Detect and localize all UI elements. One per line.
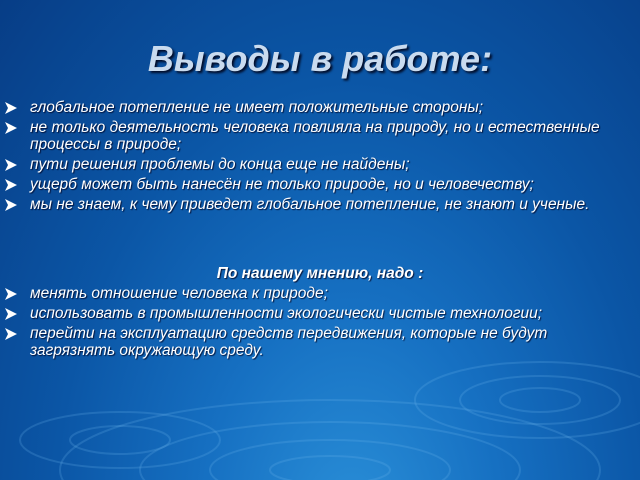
conclusion-text: мы не знаем, к чему приведет глобальное потепление, не знают и ученые.: [30, 196, 590, 213]
list-item: [0, 285, 640, 302]
list-item: [0, 119, 640, 153]
list-item: [0, 99, 640, 116]
recommendations-heading: По нашему мнению, надо :: [216, 265, 424, 282]
conclusion-text: ущерб может быть нанесён не только природе, но и человечеству;: [30, 176, 534, 193]
recommendation-text: перейти на эксплуатацию средств передвижения, которые не будут загрязнять окружающую среду.: [30, 325, 548, 359]
conclusions-list: [0, 99, 640, 216]
slide-title: Выводы в работе:: [147, 38, 493, 79]
arrow-bullet-icon: [4, 327, 18, 341]
conclusion-text: глобальное потепление не имеет положительные стороны;: [30, 99, 484, 116]
arrow-bullet-icon: [4, 198, 18, 212]
arrow-bullet-icon: [4, 287, 18, 301]
arrow-bullet-icon: [4, 178, 18, 192]
arrow-bullet-icon: [4, 101, 18, 115]
list-item: [0, 305, 640, 322]
list-item: [0, 325, 640, 359]
arrow-bullet-icon: [4, 121, 18, 135]
recommendations-list: [0, 285, 640, 362]
recommendation-text: менять отношение человека к природе;: [30, 285, 328, 302]
conclusion-text: не только деятельность человека повлияла на природу, но и естественные процессы в природе;: [30, 119, 600, 153]
list-item: [0, 176, 640, 193]
list-item: [0, 196, 640, 213]
list-item: [0, 156, 640, 173]
recommendation-text: использовать в промышленности экологически чистые технологии;: [30, 305, 543, 322]
arrow-bullet-icon: [4, 307, 18, 321]
conclusion-text: пути решения проблемы до конца еще не найдены;: [30, 156, 410, 173]
arrow-bullet-icon: [4, 158, 18, 172]
